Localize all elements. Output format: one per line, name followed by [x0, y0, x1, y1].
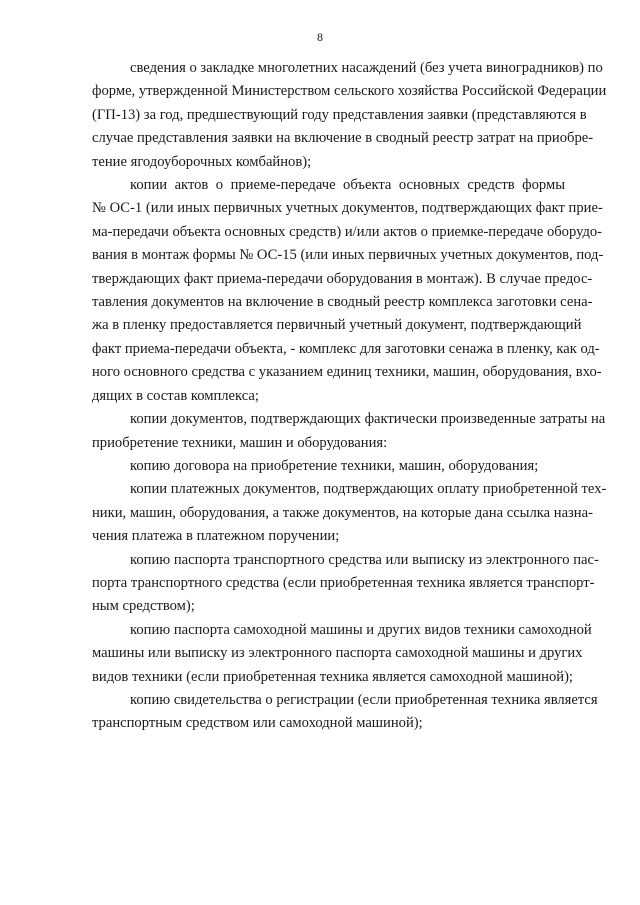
- paragraph-contract-copy: [92, 455, 565, 478]
- text-line: ма-передачи объекта основных средств) и/или актов о приемке-передаче оборудо-: [92, 223, 603, 240]
- text-line: копии актов о приеме-передаче объекта основных средств формы: [130, 177, 565, 194]
- text-line: копию паспорта самоходной машины и других видов техники самоходной: [130, 621, 592, 638]
- text-line: ным средством);: [92, 598, 195, 615]
- text-line: № ОС-1 (или иных первичных учетных документов, подтверждающих факт прие-: [92, 200, 603, 217]
- paragraph-vehicle-passport: [92, 549, 599, 619]
- text-line: копию свидетельства о регистрации (если приобретенная техника является: [130, 691, 598, 708]
- text-line: жа в пленку предоставляется первичный учетный документ, подтверждающий: [92, 317, 582, 334]
- paragraph-acceptance-acts: [92, 174, 604, 408]
- text-line: машины или выписку из электронного паспорта самоходной машины и других: [92, 645, 583, 662]
- text-line: тверждающих факт приема-передачи оборудования в монтаж). В случае предос-: [92, 270, 593, 287]
- text-line: дящих в состав комплекса;: [92, 387, 259, 404]
- document-body: [92, 57, 607, 736]
- text-line: (ГП-13) за год, предшествующий году представления заявки (представляются в: [92, 106, 587, 123]
- paragraph-self-propelled-passport: [92, 619, 592, 689]
- text-line: сведения о закладке многолетних насаждений (без учета виноградников) по: [130, 60, 603, 76]
- text-line: ники, машин, оборудования, а также документов, на которые дана ссылка назна-: [92, 504, 593, 521]
- text-line: тение ягодоуборочных комбайнов);: [92, 153, 312, 170]
- text-line: видов техники (если приобретенная техника является самоходной машиной);: [92, 668, 573, 685]
- paragraph-registration-certificate: [92, 689, 598, 736]
- paragraph-payment-documents: [92, 478, 607, 548]
- text-line: ного основного средства с указанием единиц техники, машин, оборудования, вхо-: [92, 364, 602, 381]
- text-line: тавления документов на включение в сводный реестр комплекса заготовки сена-: [92, 294, 593, 311]
- text-line: копию договора на приобретение техники, машин, оборудования;: [130, 457, 539, 474]
- text-line: форме, утвержденной Министерством сельского хозяйства Российской Федерации: [92, 83, 607, 100]
- page-number: 8: [317, 30, 323, 44]
- text-line: чения платежа в платежном поручении;: [92, 528, 340, 545]
- text-line: порта транспортного средства (если приобретенная техника является транспорт-: [92, 574, 595, 591]
- text-line: транспортным средством или самоходной машиной);: [92, 715, 423, 732]
- text-line: вания в монтаж формы № ОС-15 (или иных первичных учетных документов, под-: [92, 247, 604, 264]
- paragraph-expense-documents: [92, 408, 606, 455]
- text-line: приобретение техники, машин и оборудования:: [92, 434, 388, 451]
- paragraph-gp13-info: [92, 57, 607, 174]
- text-line: копию паспорта транспортного средства или выписку из электронного пас-: [130, 551, 599, 568]
- text-line: факт приема-передачи объекта, - комплекс для заготовки сенажа в пленку, как од-: [92, 340, 600, 357]
- text-line: копии документов, подтверждающих фактически произведенные затраты на: [130, 411, 606, 428]
- text-line: копии платежных документов, подтверждающих оплату приобретенной тех-: [130, 481, 607, 498]
- text-line: случае представления заявки на включение в сводный реестр затрат на приобре-: [92, 130, 594, 147]
